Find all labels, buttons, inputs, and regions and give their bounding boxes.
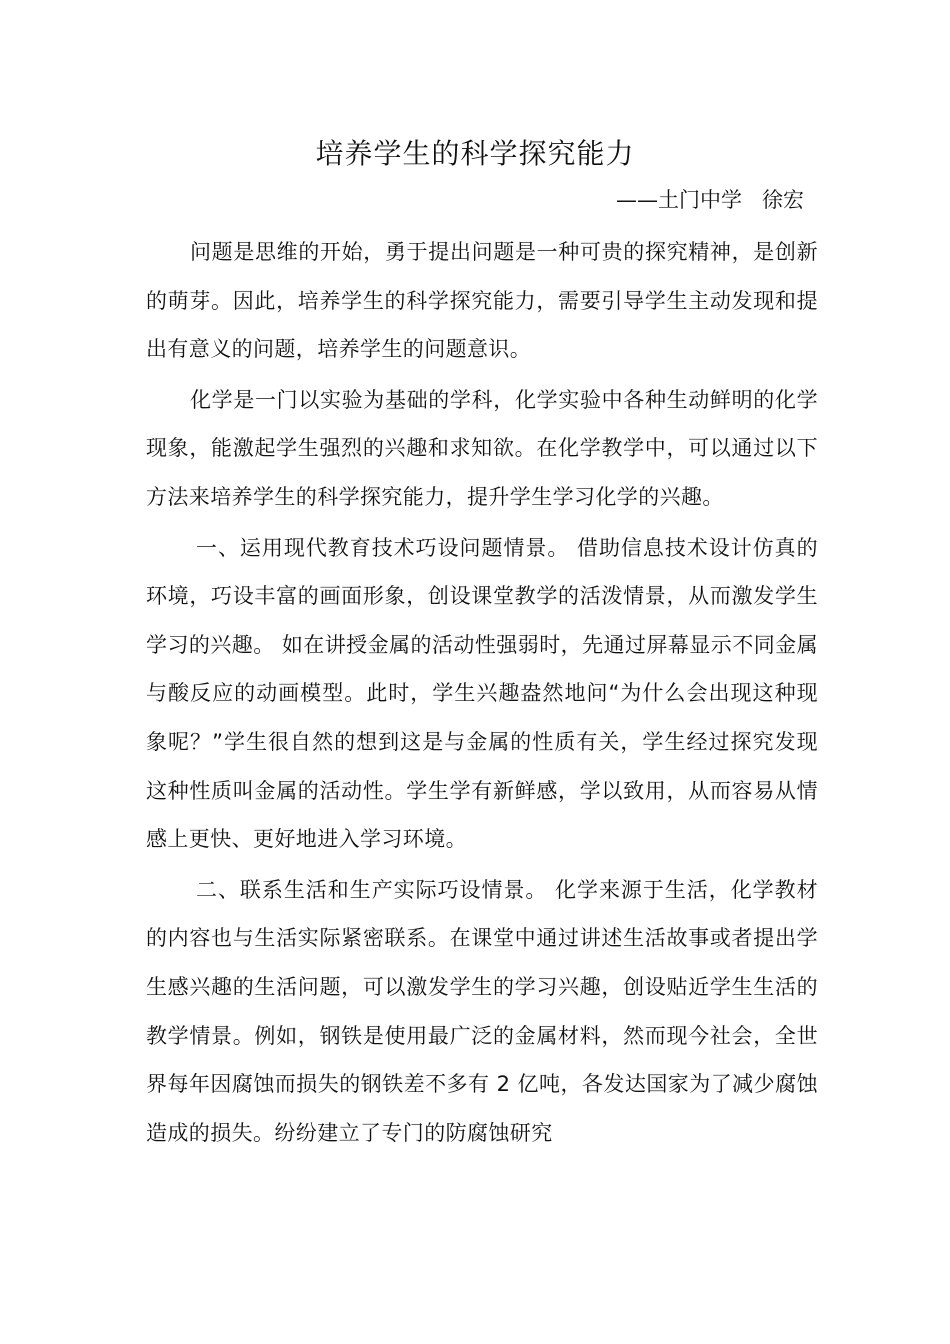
paragraph-3: 一、运用现代教育技术巧设问题情景。 借助信息技术设计仿真的环境，巧设丰富的画面形象，创设课堂教学的活泼情景，从而激发学生学习的兴趣。 如在讲授金属的活动性强弱时，先通过屏幕显示不同金属与酸反应的动画模型。此时，学生兴趣盎然地问“为什么会出现这种现象呢？”学生很自然的想到这是与金属的性质有关，学生经过探究发现这种性质叫金属的活动性。学生学有新鲜感，学以致用，从而容易从情感上更快、更好地进入学习环境。 <box>146 535 818 852</box>
author-byline: ——土门中学 徐宏 <box>615 188 804 212</box>
paragraph-4: 二、联系生活和生产实际巧设情景。 化学来源于生活，化学教材的内容也与生活实际紧密联系。在课堂中通过讲述生活故事或者提出学生感兴趣的生活问题，可以激发学生的学习兴趣，创设贴近学生生活的教学情景。例如，钢铁是使用最广泛的金属材料，然而现今社会，全世界每年因腐蚀而损失的钢铁差不多有 2 亿吨，各发达国家为了减少腐蚀造成的损失。纷纷建立了专门的防腐蚀研究 <box>146 877 818 1145</box>
paragraph-1: 问题是思维的开始，勇于提出问题是一种可贵的探究精神，是创新的萌芽。因此，培养学生的科学探究能力，需要引导学生主动发现和提出有意义的问题，培养学生的问题意识。 <box>146 240 818 362</box>
document-body <box>146 228 818 1157</box>
paragraph-2: 化学是一门以实验为基础的学科，化学实验中各种生动鲜明的化学现象，能激起学生强烈的兴趣和求知欲。在化学教学中，可以通过以下方法来培养学生的科学探究能力，提升学生学习化学的兴趣。 <box>146 387 818 509</box>
document-title: 培养学生的科学探究能力 <box>315 137 635 170</box>
